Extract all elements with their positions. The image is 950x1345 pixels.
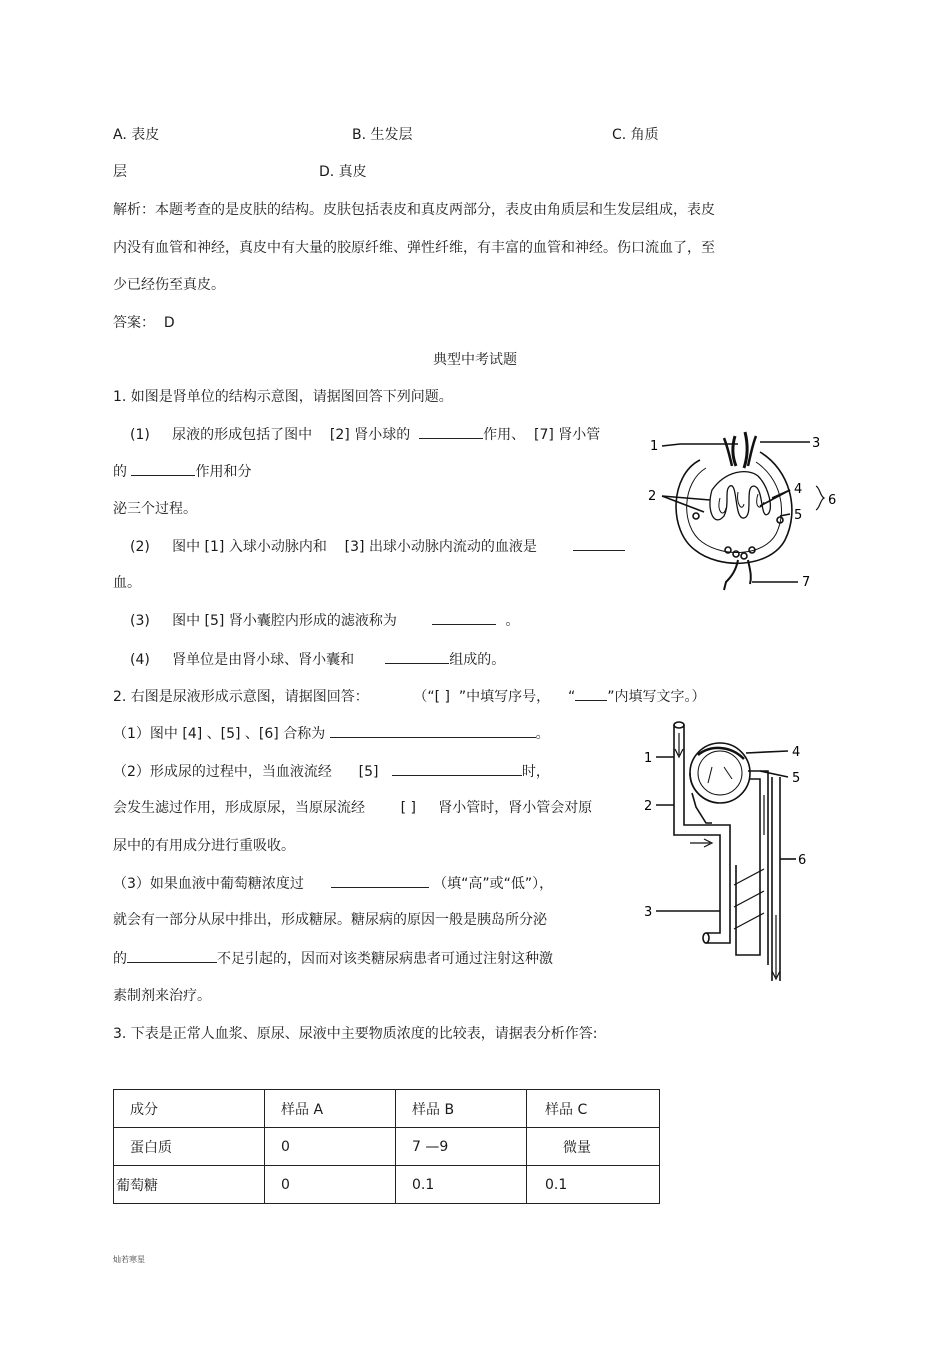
q1-p2-blank[interactable]: [573, 536, 625, 551]
q1-p4-text-a: 肾单位是由肾小球、肾小囊和: [172, 652, 355, 668]
q2-part3-line2: 就会有一部分从尿中排出，形成糖尿。糖尿病的原因一般是胰岛所分泌: [113, 912, 547, 928]
q2-p2-text-d: 会发生滤过作用，形成原尿，当原尿流经: [113, 800, 365, 816]
q2-p2-text-f: 肾小管时，肾小管会对原: [438, 800, 593, 816]
option-c-cont: 层: [113, 164, 127, 180]
section-title: 典型中考试题: [433, 352, 517, 368]
table-cell: 7 —9: [396, 1128, 527, 1166]
q1-p2-text-a: 图中 [1] 入球小动脉内和: [172, 539, 327, 555]
q1-part1-line3: 泌三个过程。: [113, 501, 197, 517]
q1-p3-num: (3): [130, 613, 150, 629]
q1-p1-text-d: [7] 肾小管: [534, 427, 601, 443]
q2-stem-note-a: （“[ ]: [413, 689, 450, 705]
q2-p3-text-e: 不足引起的，因而对该类糖尿病患者可通过注射这种激: [217, 951, 553, 967]
analysis-line-3: 少已经伤至真皮。: [113, 277, 225, 293]
q2-part2-line3: 尿中的有用成分进行重吸收。: [113, 838, 295, 854]
fig2-label-2: 2: [644, 799, 653, 814]
answer-value: D: [163, 315, 175, 331]
fig1-label-5: 5: [794, 508, 803, 523]
table-header-row: [114, 1090, 660, 1128]
comparison-table: [113, 1089, 660, 1204]
q2-stem-text: 2. 右图是尿液形成示意图，请据图回答：: [113, 689, 369, 705]
q2-part3-line4: 素制剂来治疗。: [113, 988, 211, 1004]
q1-p1-text-e: 的: [113, 464, 127, 480]
q2-p2-text-b: [5]: [358, 764, 379, 780]
fig2-label-4: 4: [792, 745, 801, 760]
q2-p3-blank-1[interactable]: [331, 873, 429, 888]
q2-p1-text-b: 。: [535, 726, 550, 742]
q2-p1-text-a: （1）图中 [4] 、[5] 、[6] 合称为: [113, 726, 326, 742]
vessel-outer: [674, 725, 720, 865]
header-cell: 样品 C: [527, 1090, 660, 1128]
q1-part1-line1: [130, 424, 600, 445]
q2-part1: [113, 723, 550, 744]
table-cell: 蛋白质: [114, 1128, 265, 1166]
q2-stem-note-c: “: [567, 689, 576, 705]
table-cell: 0: [265, 1166, 396, 1204]
q2-part3-line1: [113, 873, 553, 894]
q1-p1-text-a: 尿液的形成包括了图中: [172, 427, 313, 443]
option-a: A. 表皮: [113, 127, 160, 143]
fig1-label-2: 2: [648, 489, 657, 504]
q1-p2-text-b: [3] 出球小动脉内流动的血液是: [344, 539, 537, 555]
q2-p3-text-b: （填“高”或“低”），: [433, 876, 554, 892]
q2-part3-line3: [113, 948, 553, 969]
table-row: [114, 1166, 660, 1204]
q2-p3-text-a: （3）如果血液中葡萄糖浓度过: [113, 876, 304, 892]
q1-p4-text-b: 组成的。: [449, 652, 506, 668]
fig2-label-6: 6: [798, 853, 807, 868]
q2-p1-blank[interactable]: [330, 723, 536, 738]
q1-p1-text-f: 作用和分: [195, 464, 252, 480]
nephron-diagram: [640, 420, 840, 595]
q1-part2: [130, 536, 625, 557]
fig2-label-5: 5: [792, 771, 801, 786]
q3-stem: 3. 下表是正常人血浆、原尿、尿液中主要物质浓度的比较表，请据表分析作答:: [113, 1026, 598, 1042]
header-cell: 样品 A: [265, 1090, 396, 1128]
header-cell: 成分: [114, 1090, 265, 1128]
table-cell: 0: [265, 1128, 396, 1166]
q2-stem-note-b: ”中填写序号，: [458, 689, 551, 705]
table-cell: 0.1: [527, 1166, 660, 1204]
footer-text: 灿若寒星: [113, 1255, 145, 1264]
q1-part4: [130, 649, 505, 670]
q2-p3-text-d: 的: [113, 951, 127, 967]
header-cell: 样品 B: [396, 1090, 527, 1128]
q1-p1-blank-1[interactable]: [419, 424, 483, 439]
q2-p2-text-c: 时，: [521, 764, 550, 780]
answer-label: 答案：: [113, 315, 155, 331]
urine-formation-diagram: [640, 715, 815, 985]
q2-p2-bracket[interactable]: [ ]: [400, 800, 416, 816]
q1-p2-num: (2): [130, 539, 150, 555]
option-b: B. 生发层: [352, 127, 413, 143]
table-cell: 葡萄糖: [114, 1166, 265, 1204]
fig2-label-1: 1: [644, 751, 653, 766]
q1-part3: [130, 610, 519, 631]
capsule-inner: [687, 462, 782, 552]
q1-p3-blank[interactable]: [432, 610, 496, 625]
glomerulus: [710, 472, 770, 520]
fig1-label-6: 6: [828, 493, 837, 508]
q2-stem-note-d: ”内填写文字。）: [607, 689, 706, 705]
q2-stem-blank: [575, 686, 607, 701]
q1-stem: 1. 如图是肾单位的结构示意图，请据图回答下列问题。: [113, 389, 453, 405]
q1-p1-text-c: 作用、: [483, 427, 526, 443]
q2-part2-line2: [113, 798, 592, 818]
q1-p3-text-a: 图中 [5] 肾小囊腔内形成的滤液称为: [172, 613, 397, 629]
answer: [113, 313, 175, 333]
q2-part2-line1: [113, 761, 550, 782]
q2-p2-blank[interactable]: [392, 761, 522, 776]
q1-part1-line2: [113, 461, 251, 482]
q2-p3-blank-2[interactable]: [127, 948, 217, 963]
fig1-label-1: 1: [650, 439, 659, 454]
analysis-line-1: 解析：本题考查的是皮肤的结构。皮肤包括表皮和真皮两部分，表皮由角质层和生发层组成，表皮: [113, 202, 715, 218]
option-d: D. 真皮: [319, 164, 367, 180]
q1-p1-text-b: [2] 肾小球的: [329, 427, 411, 443]
q1-p4-blank[interactable]: [385, 649, 449, 664]
table-row: [114, 1128, 660, 1166]
q1-p4-num: (4): [130, 652, 150, 668]
analysis-line-2: 内没有血管和神经，真皮中有大量的胶原纤维、弹性纤维，有丰富的血管和神经。伤口流血了，至: [113, 240, 715, 256]
tubule-right: [748, 771, 768, 965]
q1-p1-blank-2[interactable]: [131, 461, 195, 476]
fig2-label-3: 3: [644, 905, 653, 920]
fig1-label-3: 3: [812, 436, 821, 451]
fig1-label-7: 7: [802, 575, 811, 590]
q1-part2-cont: 血。: [113, 575, 141, 591]
q2-p2-text-a: （2）形成尿的过程中，当血液流经: [113, 764, 332, 780]
fig1-label-4: 4: [794, 482, 803, 497]
q1-p1-num: (1): [130, 427, 150, 443]
option-c: C. 角质: [612, 127, 659, 143]
q2-stem: [113, 686, 705, 707]
table-cell: 0.1: [396, 1166, 527, 1204]
q1-p3-text-b: 。: [505, 613, 520, 629]
table-cell: 微量: [527, 1128, 660, 1166]
